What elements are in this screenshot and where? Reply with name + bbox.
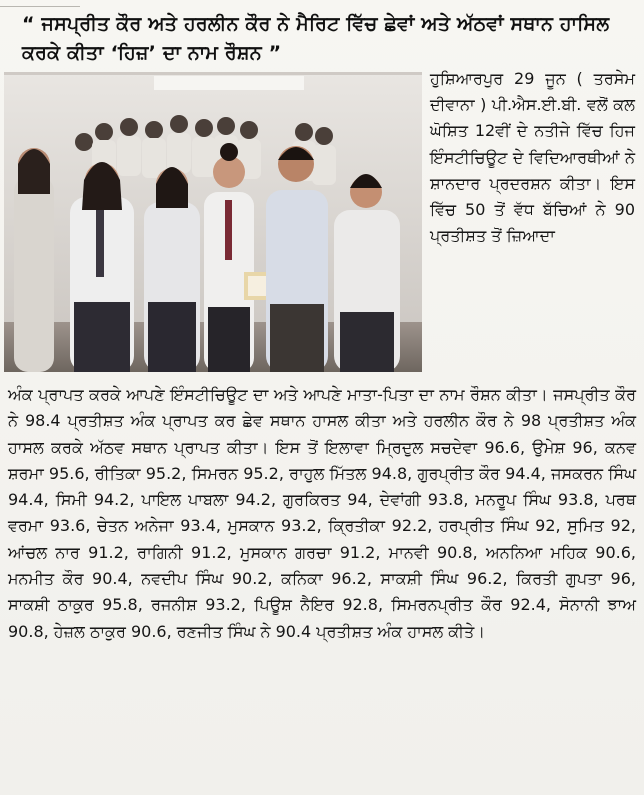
students-celebration-photo: [4, 72, 422, 372]
article-lead-text: ਹੁਸ਼ਿਆਰਪੁਰ 29 ਜੂਨ ( ਤਰਸੇਮ ਦੀਵਾਨਾ ) ਪੀ.ਐਸ.ਈ.ਬੀ. ਵਲੋਂ ਕਲ ਘੋਸ਼ਿਤ 12ਵੀਂ ਦੇ ਨਤੀਜੇ ਵਿੱਚ ਹਿਜ ਇੰਸਟੀਚਿਊਟ ਦੇ ਵਿਦਿਆਰਥੀਆਂ ਨੇ ਸ਼ਾਨਦਾਰ ਪ੍ਰਦਰਸ਼ਨ ਕੀਤਾ। ਇਸ ਵਿੱਚ 50 ਤੋਂ ਵੱਧ ਬੱਚਿਆਂ ਨੇ 90 ਪ੍ਰਤੀਸ਼ਤ ਤੋਂ ਜ਼ਿਆਦਾ: [430, 69, 635, 246]
article-photo: [4, 72, 422, 372]
article-body-text: ਅੰਕ ਪ੍ਰਾਪਤ ਕਰਕੇ ਆਪਣੇ ਇੰਸਟੀਚਿਊਟ ਦਾ ਅਤੇ ਆਪਣੇ ਮਾਤਾ-ਪਿਤਾ ਦਾ ਨਾਮ ਰੌਸ਼ਨ ਕੀਤਾ। ਜਸਪ੍ਰੀਤ ਕੌਰ ਨੇ 98.4 ਪ੍ਰਤੀਸ਼ਤ ਅੰਕ ਪ੍ਰਾਪਤ ਕਰ ਛੇਵ ਸਥਾਨ ਹਾਸਲ ਕੀਤਾ ਅਤੇ ਹਰਲੀਨ ਕੌਰ ਨੇ 98 ਪ੍ਰਤੀਸ਼ਤ ਅੰਕ ਹਾਸਲ ਕਰਕੇ ਅੱਠਵ ਸਥਾਨ ਪ੍ਰਾਪਤ ਕੀਤਾ। ਇਸ ਤੋਂ ਇਲਾਵਾ ਮ੍ਰਿਦੁਲ ਸਚਦੇਵਾ 96.6, ਉਮੇਸ਼ 96, ਕਨਵ ਸ਼ਰਮਾ 95.6, ਰੀਤਿਕਾ 95.2, ਸਿਮਰਨ 95.2, ਰਾਹੁਲ ਮਿੱਤਲ 94.8, ਗੁਰਪ੍ਰੀਤ ਕੌਰ 94.4, ਜਸਕਰਨ ਸਿੰਘ 94.4, ਸਿਮੀ 94.2, ਪਾਇਲ ਪਾਬਲਾ 94.2, ਗੁਰਕਿਰਤ 94, ਦੇਵਾਂਗੀ 93.8, ਮਨਰੂਪ ਸਿੰਘ 93.8, ਪਰਥ ਵਰਮਾ 93.6, ਚੇਤਨ ਅਨੇਜਾ 93.4, ਮੁਸਕਾਨ 93.2, ਕ੍ਰਿਤੀਕਾ 92.2, ਹਰਪ੍ਰੀਤ ਸਿੰਘ 92, ਸੁਮਿਤ 92, ਆਂਚਲ ਨਾਰ 91.2, ਰਾਗਿਨੀ 91.2, ਮੁਸਕਾਨ ਗਰਚਾ 91.2, ਮਾਨਵੀ 90.8, ਅਨਨਿਆ ਮਹਿਕ 90.6, ਮਨਮੀਤ ਕੌਰ 90.4, ਨਵਦੀਪ ਸਿੰਘ 90.2, ਕਨਿਕਾ 96.2, ਸਾਕਸ਼ੀ ਸਿੰਘ 96.2, ਕਿਰਤੀ ਗੁਪਤਾ 96, ਸਾਕਸ਼ੀ ਠਾਕੁਰ 95.8, ਰਜਨੀਸ਼ 93.2, ਪਿਊਸ਼ ਨੈਇਰ 92.8, ਸਿਮਰਨਪ੍ਰੀਤ ਕੌਰ 92.4, ਸੋਨਾਨੀ ਝਾਅ 90.8, ਹੇਜ਼ਲ ਠਾਕੁਰ 90.6, ਰਣਜੀਤ ਸਿੰਘ ਨੇ 90.4 ਪ੍ਰਤੀਸ਼ਤ ਅੰਕ ਹਾਸਲ ਕੀਤੇ।: [8, 385, 636, 641]
article-headline: “ ਜਸਪ੍ਰੀਤ ਕੌਰ ਅਤੇ ਹਰਲੀਨ ਕੌਰ ਨੇ ਮੈਰਿਟ ਵਿੱਚ ਛੇਵਾਂ ਅਤੇ ਅੱਠਵਾਂ ਸਥਾਨ ਹਾਸਿਲ ਕਰਕੇ ਕੀਤਾ ‘ਹਿਜ਼’ ਦਾ ਨਾਮ ਰੌਸ਼ਨ ”: [22, 13, 610, 64]
top-rule: [0, 0, 80, 7]
